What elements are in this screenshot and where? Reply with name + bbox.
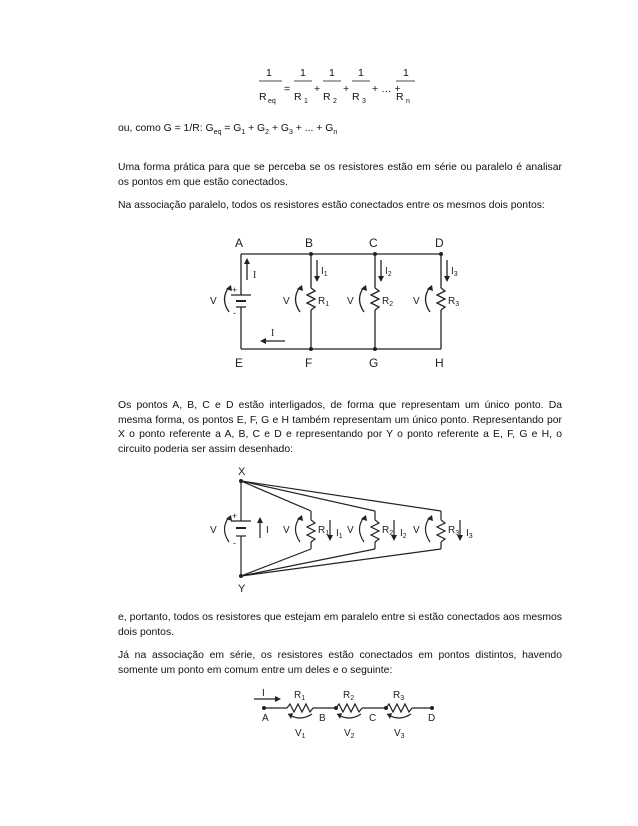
branch-i1: $I_1$ — [321, 266, 328, 278]
formula-den-r3: R — [352, 91, 360, 103]
paragraph-3: Os pontos A, B, C e D estão interligados, de forma que representam um único ponto. Da mesma forma, os pontos E, F, G e H também representam um único ponto. Representando por X o ponto referente a A, B, C e D e representando por Y o ponto referente a E, F, G e H, o circuito poderia ser assim desenhado: — [118, 400, 562, 455]
node-f: F — [305, 356, 313, 370]
formula-num-req: 1 — [266, 67, 272, 79]
xy-source-minus: - — [233, 538, 236, 548]
node-g: G — [369, 356, 379, 370]
node-h: H — [435, 356, 444, 370]
xy-branch-i2: $I_2$ — [400, 528, 407, 540]
source-plus: + — [232, 285, 238, 295]
formula-plus-2: + — [343, 83, 350, 95]
current-main: I — [253, 270, 257, 281]
xy-source-plus: + — [232, 511, 238, 521]
formula-plus-1: + — [314, 83, 321, 95]
series-v3: $V_3$ — [394, 728, 405, 740]
parallel-circuit-diagram — [0, 232, 638, 372]
xy-resistor-r3: $R_3$ — [448, 525, 460, 537]
formula-den-r2-sub: 2 — [333, 98, 337, 105]
series-r3: $R_3$ — [393, 690, 405, 702]
branch-i2: $I_2$ — [385, 266, 392, 278]
node-a: A — [235, 236, 244, 250]
node-e: E — [235, 356, 244, 370]
resistor-r3: $R_3$ — [448, 296, 460, 308]
series-v1: $V_1$ — [295, 728, 306, 740]
g-rest3: + G — [269, 123, 289, 134]
conductance-line — [118, 122, 562, 141]
series-current: I — [262, 688, 265, 699]
series-node-c: C — [369, 713, 377, 724]
series-r1: $R_1$ — [294, 690, 306, 702]
xy-branch-v2: V — [347, 525, 354, 536]
g-rest1: = G — [221, 123, 242, 134]
series-r2: $R_2$ — [343, 690, 355, 702]
formula-num-r2: 1 — [329, 67, 335, 79]
formula-dots: + … + — [372, 83, 401, 95]
paragraph-1: Uma forma prática para que se perceba se os resistores estão em série ou paralelo é analisar os pontos em que estão conectados. — [118, 162, 562, 188]
paragraph-2: Na associação paralelo, todos os resistores estão conectados entre os mesmos dois pontos: — [118, 200, 545, 211]
xy-branch-i1: $I_1$ — [336, 528, 343, 540]
g-rest2: + G — [245, 123, 266, 134]
xy-resistor-r1: $R_1$ — [318, 525, 330, 537]
formula-den-rn: R — [396, 91, 404, 103]
xy-circuit-diagram — [0, 464, 638, 594]
formula-den-rn-sub: n — [406, 98, 410, 105]
g-sub-eq: eq — [213, 129, 222, 137]
formula-den-r1-sub: 1 — [304, 98, 308, 105]
formula-equals: = — [284, 83, 291, 95]
formula-den-r3-sub: 3 — [362, 98, 366, 105]
xy-branch-v3: V — [413, 525, 420, 536]
g-sub-3: 3 — [289, 129, 293, 137]
series-circuit-diagram — [0, 686, 638, 756]
branch-v1: V — [283, 296, 290, 307]
formula-den-req: R — [259, 91, 267, 103]
formula-num-r3: 1 — [358, 67, 364, 79]
formula-den-req-sub: eq — [268, 98, 276, 105]
formula-num-rn: 1 — [403, 67, 409, 79]
branch-v3: V — [413, 296, 420, 307]
resistor-r1: $R_1$ — [318, 296, 330, 308]
g-prefix: ou, como G = 1/R: G — [118, 123, 214, 134]
source-minus: - — [233, 308, 236, 318]
formula-den-r1: R — [294, 91, 302, 103]
formula-svg — [0, 0, 638, 110]
series-v2: $V_2$ — [344, 728, 355, 740]
node-b: B — [305, 236, 314, 250]
node-x: X — [238, 466, 246, 478]
g-sub-n: n — [333, 129, 338, 137]
xy-branch-i3: $I_3$ — [466, 528, 473, 540]
xy-source-v: V — [210, 525, 217, 536]
paragraph-5: Já na associação em série, os resistores estão conectados em pontos distintos, havendo somente um ponto em comum entre um deles e o seguinte: — [118, 650, 562, 676]
xy-current-main: I — [266, 525, 269, 536]
series-node-a: A — [262, 713, 269, 724]
current-return: I — [271, 328, 275, 339]
xy-resistor-r2: $R_2$ — [382, 525, 394, 537]
paragraph-4: e, portanto, todos os resistores que estejam em paralelo entre si estão conectados aos mesmos dois pontos. — [118, 612, 562, 638]
formula-num-r1: 1 — [300, 67, 306, 79]
branch-v2: V — [347, 296, 354, 307]
resistor-r2: $R_2$ — [382, 296, 394, 308]
node-d: D — [435, 236, 444, 250]
series-node-d: D — [428, 713, 436, 724]
g-sub-1: 1 — [241, 129, 246, 137]
branch-i3: $I_3$ — [451, 266, 458, 278]
xy-branch-v1: V — [283, 525, 290, 536]
node-y: Y — [238, 583, 246, 595]
source-v: V — [210, 296, 217, 307]
g-rest4: + ... + G — [292, 123, 334, 134]
g-sub-2: 2 — [265, 129, 270, 137]
node-c: C — [369, 236, 378, 250]
series-node-b: B — [319, 713, 326, 724]
formula-den-r2: R — [323, 91, 331, 103]
